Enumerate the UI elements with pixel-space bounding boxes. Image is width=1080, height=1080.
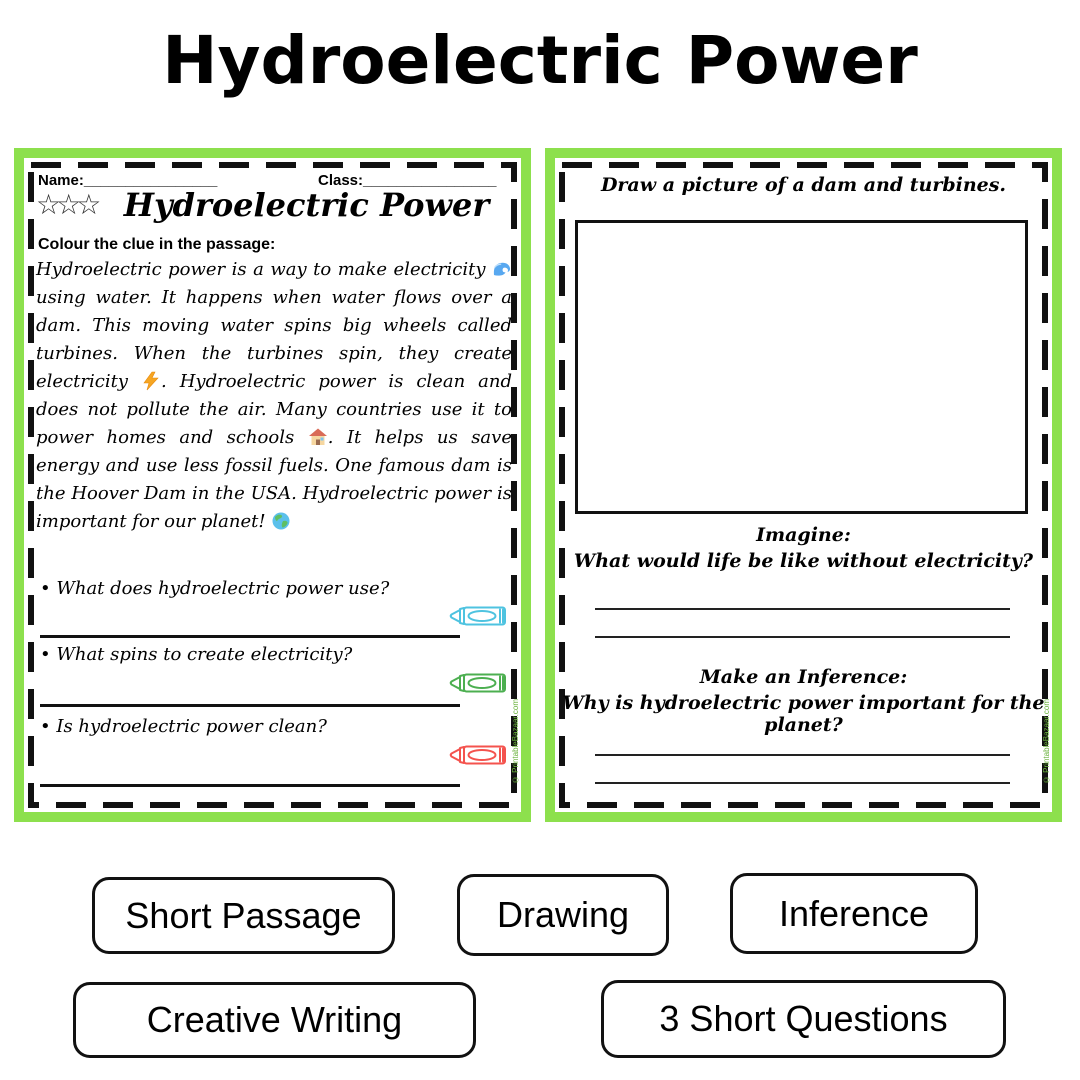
passage-text-segment: . It helps us save energy and use less fossil fuels. One famous dam is the Hoover Dam in the USA. Hydroelectric power is important for our planet! [36,427,512,532]
drawing-box [575,220,1028,514]
tag-short-passage[interactable]: Short Passage [92,877,395,954]
worksheet-page-left [14,148,531,822]
rating-stars-icon: ☆☆☆ [36,188,97,221]
imagine-heading: Imagine: [756,524,851,546]
crayon-icon [448,670,508,696]
passage-text-segment: Hydroelectric power is a way to make electricity [36,259,492,280]
answer-line [40,635,460,638]
answer-line [40,704,460,707]
crayon-icon [448,603,508,629]
worksheet-title: Hydroelectric Power [123,186,490,224]
high-voltage-emoji-icon [141,371,161,391]
imagine-question: What would life be like without electricity? [573,550,1034,572]
reading-passage [36,256,512,536]
bullet: • [40,716,51,737]
passage-text-segment: using water. It happens when water flows over a dam. This moving water spins big wheels called turbines. When the turbines spin, they create electricity [36,287,512,392]
right-page-paper [555,158,1052,812]
bullet: • [40,644,51,665]
question-row [40,578,480,599]
page-title: Hydroelectric Power [162,22,918,99]
question-text: What does hydroelectric power use? [56,578,390,599]
question-text: What spins to create electricity? [56,644,353,665]
question-row [40,716,480,737]
question-row [40,644,480,665]
tag-inference[interactable]: Inference [730,873,978,954]
answer-line [595,782,1010,784]
answer-line [40,784,460,787]
left-page-paper [24,158,521,812]
globe-emoji-icon [271,511,291,531]
instruction-label: Colour the clue in the passage: [38,236,276,253]
worksheet-page-right [545,148,1062,822]
house-emoji-icon [308,427,328,447]
answer-line [595,754,1010,756]
crayon-icon [448,742,508,768]
inference-heading: Make an Inference: [699,666,908,688]
name-field-label: Name:________________ [38,172,218,189]
class-field-label: Class:________________ [318,172,497,189]
tag-creative-writing[interactable]: Creative Writing [73,982,476,1058]
tag-3-short-questions[interactable]: 3 Short Questions [601,980,1006,1058]
drawing-prompt: Draw a picture of a dam and turbines. [600,174,1007,196]
passage-text-segment: . Hydroelectric power is clean and does not pollute the air. Many countries use it to power homes and schools [36,371,512,448]
answer-line [595,636,1010,638]
water-wave-emoji-icon [492,259,512,279]
tag-drawing[interactable]: Drawing [457,874,669,956]
watermark-text: © PrintableBazaar.com [511,698,520,784]
inference-question: Why is hydroelectric power important for the planet? [562,692,1045,736]
bullet: • [40,578,51,599]
question-text: Is hydroelectric power clean? [56,716,327,737]
answer-line [595,608,1010,610]
watermark-text: © PrintableBazaar.com [1042,698,1051,784]
